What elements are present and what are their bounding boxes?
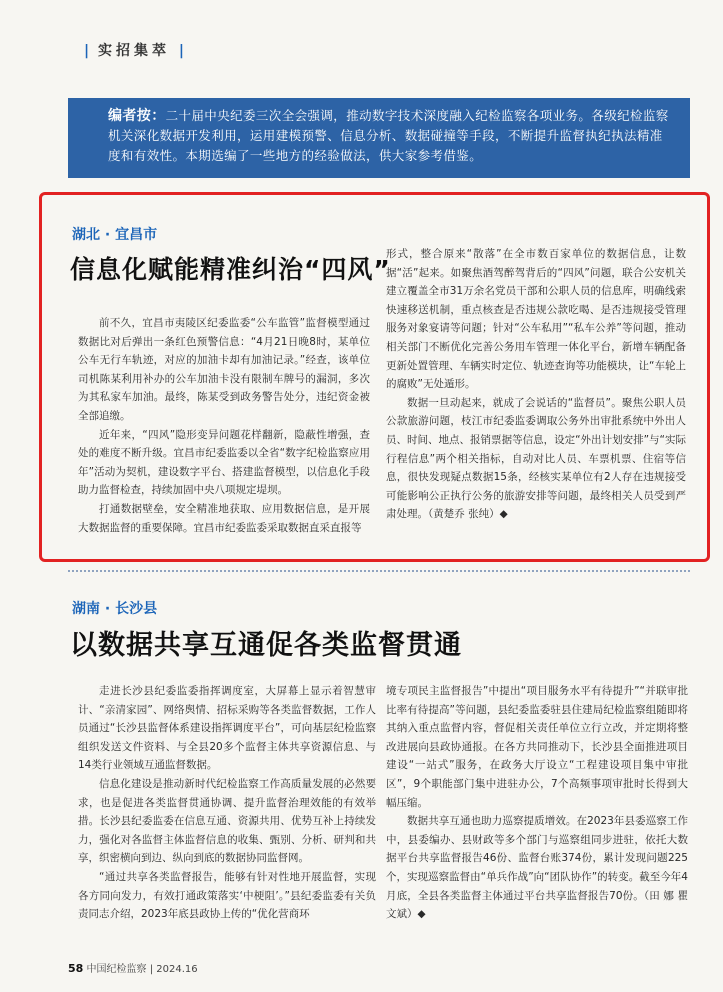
article2-paragraph: 境专项民主监督报告”中提出“项目服务水平有待提升”“并联审批比率有待提高”等问题，县纪委监委驻县住建局纪检监察组随即将其纳入重点监督内容，督促相关责任单位立行立改，并定期将整改进展向县政协通报。在各方共同推动下，长沙县全面推进项目建设“一站式”服务，在政务大厅设立“工程建设项目集中审批区”，9个职能部门集中进驻办公，7个高频事项审批时长得到大幅压缩。 [386, 685, 688, 809]
page-footer: 58 中国纪检监察 | 2024.16 [68, 962, 198, 975]
section-divider [68, 570, 690, 572]
editor-note-text: 二十届中央纪委三次全会强调，推动数字技术深度融入纪检监察各项业务。各级纪检监察机关深化数据开发利用，运用建模预警、信息分析、数据碰撞等手段，不断提升监督执纪执法精准度和有效性。本期选编了一些地方的经验做法，供大家参考借鉴。 [108, 108, 669, 163]
article2-title: 以数据共享互通促各类监督贯通 [70, 630, 462, 661]
article2-column-1 [78, 682, 376, 924]
article1-region: 湖北 · 宜昌市 [72, 227, 158, 243]
issue-number: 2024.16 [156, 964, 198, 975]
article1-column-2 [386, 245, 686, 524]
article2-region: 湖南 · 长沙县 [72, 601, 158, 617]
article1-paragraph: 形式，整合原来“散落”在全市数百家单位的数据信息，让数据“活”起来。如聚焦酒驾醉驾背后的“四风”问题，联合公安机关建立覆盖全市31万余名党员干部和公职人员的信息库，明确线索快速移送机制，重点核查是否违规公款吃喝、是否违规接受管理服务对象宴请等问题；针对“公车私用”“私车公养”等问题，推动相关部门不断优化完善公务用车管理一体化平台，新增车辆配备更新处置管理、车辆实时定位、轨迹查询等功能模块，让“车轮上的腐败”无处遁形。 [386, 248, 686, 391]
article2-paragraph: 数据共享互通也助力巡察提质增效。在2023年县委巡察工作中，县委编办、县财政等多个部门与巡察组同步进驻，依托大数据平台共享监督报告46份、监督台账374份，累计发现问题225个，实现巡察监督由“单兵作战”向“团队协作”的转变。截至今年4月底，全县各类监督主体通过平台共享监督报告70份。（田 娜 瞿文斌）◆ [386, 815, 688, 921]
magazine-name: 中国纪检监察 [86, 964, 147, 975]
editor-note-label: 编者按： [108, 108, 166, 124]
article1-paragraph: 数据一旦动起来，就成了会说话的“监督员”。聚焦公职人员公款旅游问题，枝江市纪委监委调取公务外出审批系统中外出人员、时间、地点、报销票据等信息，设定“外出计划安排”与“实际行程信息”两个相关指标，自动对比人员、车票机票、住宿等信息，很快发现疑点数据15条，经核实某单位有2人存在违规接受可能影响公正执行公务的旅游安排等问题，最终相关人员受到严肃处理。（黄楚乔 张纯）◆ [386, 396, 686, 521]
article1-paragraph: 打通数据壁垒，安全精准地获取、应用数据信息，是开展大数据监督的重要保障。宜昌市纪委监委采取数据直采直报等 [78, 502, 370, 534]
page-number: 58 [68, 962, 84, 975]
section-tag-text: 实招集萃 [98, 43, 170, 59]
section-tag: | 实招集萃 | [84, 43, 184, 59]
article2-paragraph: “通过共享各类监督报告，能够有针对性地开展监督，实现各方同向发力，有效打通政策落实‘中梗阻’。”县纪委监委有关负责同志介绍，2023年底县政协上传的“优化营商环 [78, 870, 376, 921]
article1-paragraph: 近年来，“四风”隐形变异问题花样翻新，隐蔽性增强，查处的难度不断升级。宜昌市纪委监委以全省“数字纪检监察应用年”活动为契机，建设数字平台、搭建监督模型，以信息化手段助力监督检查，持续加固中央八项规定堤坝。 [78, 428, 370, 497]
article2-column-2 [386, 682, 688, 924]
article1-column-1 [78, 314, 370, 537]
editor-note-box [68, 98, 690, 178]
article2-paragraph: 信息化建设是推动新时代纪检监察工作高质量发展的必然要求，也是促进各类监督贯通协调、提升监督治理效能的有效举措。长沙县纪委监委在信息互通、资源共用、优势互补上持续发力，强化对各监督主体监督信息的收集、甄别、分析、研判和共享，织密横向到边、纵向到底的数据协同监督网。 [78, 777, 376, 865]
article1-title: 信息化赋能精准纠治“四风” [70, 255, 391, 284]
article1-paragraph: 前不久，宜昌市夷陵区纪委监委“公车监管”监督模型通过数据比对后弹出一条红色预警信息：“4月21日晚8时，某单位公车无行车轨迹，对应的加油卡却有加油记录。”经查，该单位司机陈某利用补办的公车加油卡没有限制车牌号的漏洞，多次为其私家车加油。最终，陈某受到政务警告处分，违纪资金被全部追缴。 [78, 317, 370, 422]
article2-paragraph: 走进长沙县纪委监委指挥调度室，大屏幕上显示着智慧审计、“亲清家园”、网络舆情、招标采购等各类监督数据，工作人员通过“长沙县监督体系建设指挥调度平台”，可向基层纪检监察组织发送文件资料、与全县20多个监督主体共享资源信息、与14类行业领域互通监督数据。 [78, 685, 376, 772]
